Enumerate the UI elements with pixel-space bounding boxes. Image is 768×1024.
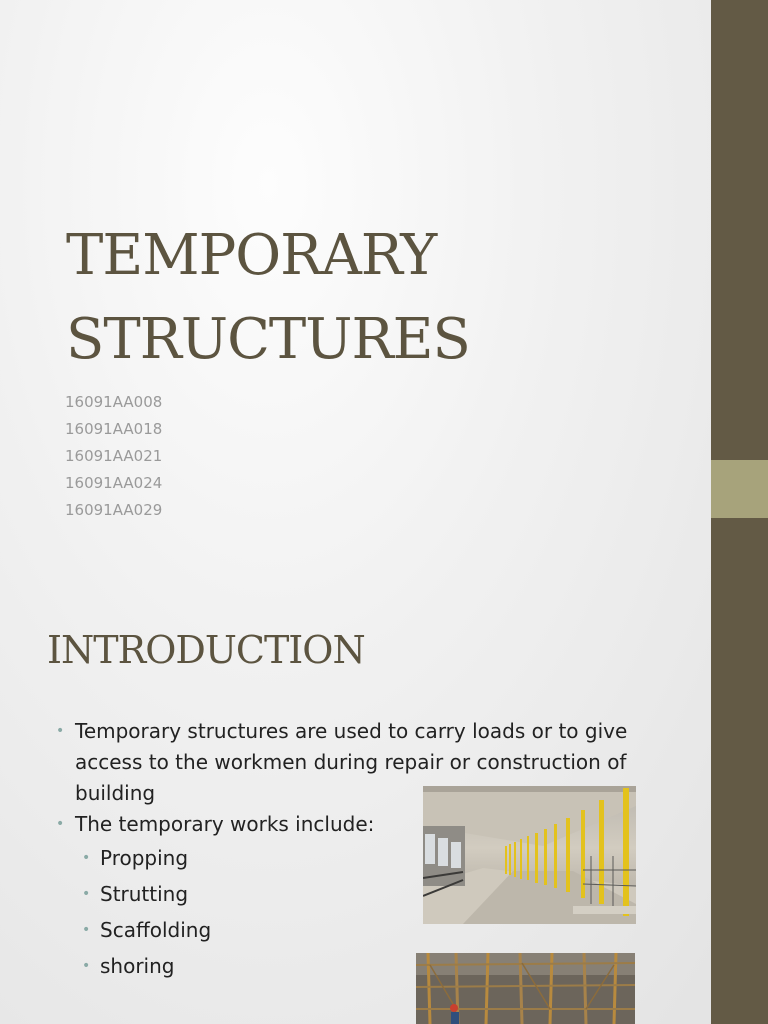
bullet-dot-icon: • — [82, 958, 91, 974]
bullet-dot-icon: • — [82, 886, 91, 902]
scaffolding-photo — [416, 953, 635, 1024]
bullet-text: The temporary works include: — [75, 812, 375, 836]
propping-photo — [423, 786, 636, 924]
sub-bullet-text: Scaffolding — [100, 918, 212, 942]
student-id: 16091AA008 — [65, 393, 163, 411]
bullet-item — [56, 809, 415, 840]
slide-title — [66, 214, 470, 382]
sub-bullet-text: Propping — [100, 846, 189, 870]
bullet-dot-icon: • — [56, 816, 65, 832]
student-id-list — [65, 389, 162, 524]
title-line-1: TEMPORARY — [66, 223, 437, 288]
section-heading: INTRODUCTION — [47, 628, 365, 672]
bullet-dot-icon: • — [82, 850, 91, 866]
student-id: 16091AA021 — [65, 447, 163, 465]
sidebar-accent-block — [711, 460, 768, 518]
bullet-dot-icon: • — [56, 723, 65, 739]
student-id: 16091AA029 — [65, 501, 163, 519]
bullet-dot-icon: • — [82, 922, 91, 938]
title-line-2: STRUCTURES — [66, 307, 470, 372]
sub-bullet-text: shoring — [100, 954, 175, 978]
sub-bullet-text: Strutting — [100, 882, 189, 906]
student-id: 16091AA024 — [65, 474, 163, 492]
bullet-text: Temporary structures are used to carry loads or to give access to the workmen during repair or construction of building — [75, 719, 628, 805]
student-id: 16091AA018 — [65, 420, 163, 438]
